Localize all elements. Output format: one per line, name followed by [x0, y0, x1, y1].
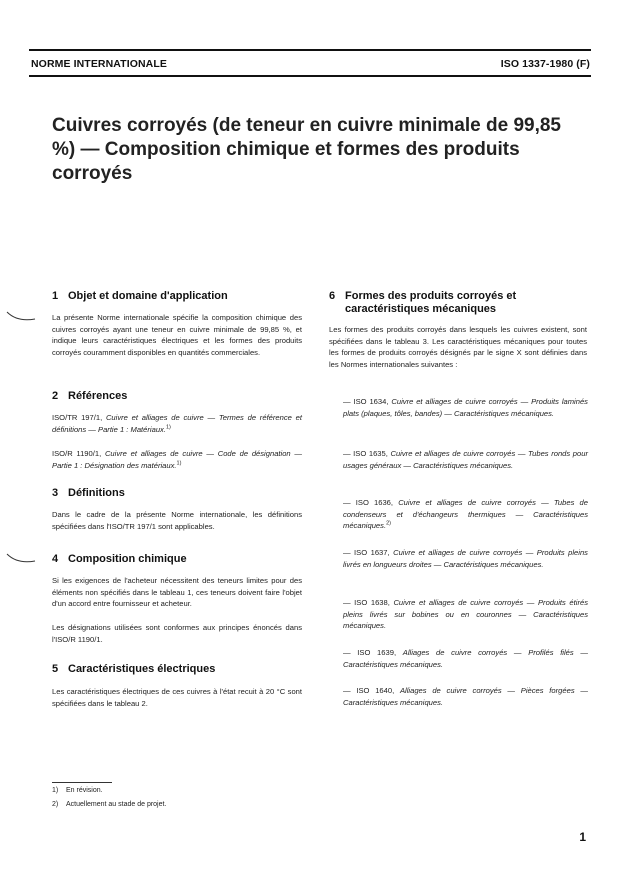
list-item-text: Cuivre et alliages de cuivre corroyés — Tubes de condenseurs et d'échangeurs thermiques — Caractéristiques mécaniques. [343, 498, 588, 531]
section-5-heading [52, 663, 302, 676]
margin-mark-1 [6, 310, 36, 324]
section-1-heading [52, 290, 302, 303]
section-1-number: 1 [52, 290, 59, 302]
reference-1-title: Cuivre et alliages de cuivre — Termes de référence et définitions — Partie 1 : Matériaux. [52, 413, 302, 434]
section-4-number: 4 [52, 553, 59, 565]
list-item-code: — ISO 1634, [343, 397, 389, 406]
page-number: 1 [579, 830, 586, 844]
list-item-note: 2) [386, 520, 391, 527]
list-item [343, 497, 588, 532]
footnote-2 [52, 801, 166, 808]
section-1-body: La présente Norme internationale spécifie la composition chimique des cuivres corroyés ayant une teneur en cuivre minimale de 99,85 %, et indique leurs caractéristiques électriques et les formes des produits corroyés couramment disponibles en quantités commerciales. [52, 313, 302, 357]
list-item-text: Cuivre et alliages de cuivre corroyés — Produits étirés pleins livrés sur bobines ou en couronnes — Caractéristiques mécaniques. [343, 598, 588, 631]
section-3-number: 3 [52, 487, 59, 499]
footnote-2-text: Actuellement au stade de projet. [66, 801, 167, 808]
header-left: NORME INTERNATIONALE [31, 58, 167, 70]
list-item [343, 547, 588, 570]
reference-2 [52, 448, 302, 471]
list-item [343, 647, 588, 670]
list-item-text: Cuivre et alliages de cuivre corroyés — Tubes ronds pour usages généraux — Caractéristiques mécaniques. [343, 449, 588, 470]
section-2-heading [52, 390, 302, 403]
footnote-2-mark: 2) [52, 801, 59, 808]
section-6-number: 6 [329, 290, 336, 302]
section-1-title: Objet et domaine d'application [68, 290, 228, 302]
reference-2-title: Cuivre et alliages de cuivre — Code de désignation — Partie 1 : Désignation des matériaux. [52, 449, 302, 470]
list-item-code: — ISO 1640, [343, 686, 395, 695]
section-4-heading [52, 553, 302, 566]
margin-mark-2 [6, 552, 36, 566]
footnote-rule [52, 782, 112, 783]
list-item-text: Alliages de cuivre corroyés — Pièces forgées — Caractéristiques mécaniques. [343, 686, 588, 707]
page-title: Cuivres corroyés (de teneur en cuivre minimale de 99,85 %) — Composition chimique et formes des produits corroyés [52, 115, 562, 184]
list-item-code: — ISO 1636, [343, 498, 394, 507]
section-5-title: Caractéristiques électriques [68, 663, 216, 675]
list-item [343, 685, 588, 708]
list-item-text: Cuivre et alliages de cuivre corroyés — Produits pleins livrés en longueurs droites — Caractéristiques mécaniques. [343, 548, 588, 569]
footnote-1 [52, 787, 103, 794]
list-item [343, 448, 588, 471]
list-item [343, 396, 588, 419]
list-item [343, 597, 588, 632]
section-6-body: Les formes des produits corroyés dans lesquels les cuivres existent, sont spécifiées dans le tableau 3. Les caractéristiques mécaniques pour toutes les formes de produits corroyés désignés par le signe X sont définies dans les Normes internationales suivantes : [329, 325, 587, 369]
list-item-code: — ISO 1635, [343, 449, 388, 458]
reference-1 [52, 412, 302, 435]
section-6-heading [329, 290, 589, 316]
list-item-code: — ISO 1637, [343, 548, 390, 557]
reference-2-code: ISO/R 1190/1, [52, 449, 102, 458]
section-6-title-line-1: Formes des produits corroyés et [345, 290, 517, 302]
reference-1-code: ISO/TR 197/1, [52, 413, 103, 422]
section-3-title: Définitions [68, 487, 125, 499]
section-3-body: Dans le cadre de la présente Norme internationale, les définitions spécifiées dans l'ISO/TR 197/1 sont applicables. [52, 510, 302, 531]
section-5-number: 5 [52, 663, 59, 675]
reference-2-note: 1) [176, 460, 182, 467]
footnote-1-mark: 1) [52, 787, 59, 794]
reference-1-note: 1) [165, 424, 171, 431]
section-2-title: Références [68, 390, 128, 402]
header-bottom-rule [29, 75, 591, 77]
section-2-number: 2 [52, 390, 59, 402]
section-3-heading [52, 487, 302, 500]
list-item-code: — ISO 1638, [343, 598, 390, 607]
section-4-body-2: Les désignations utilisées sont conformes aux principes énoncés dans l'ISO/R 1190/1. [52, 623, 302, 644]
footnote-1-text: En révision. [66, 787, 103, 794]
list-item-text: Alliages de cuivre corroyés — Profilés filés — Caractéristiques mécaniques. [343, 648, 588, 669]
section-6-title-line-2: caractéristiques mécaniques [345, 303, 497, 315]
list-item-text: Cuivre et alliages de cuivre corroyés — Produits laminés plats (plaques, tôles, bandes) — Caractéristiques mécaniques. [343, 397, 588, 418]
list-item-code: — ISO 1639, [343, 648, 397, 657]
header-right: ISO 1337-1980 (F) [500, 58, 590, 70]
section-5-body: Les caractéristiques électriques de ces cuivres à l'état recuit à 20 °C sont spécifiées dans le tableau 2. [52, 687, 302, 708]
section-4-body-1: Si les exigences de l'acheteur nécessitent des teneurs limites pour des éléments non spécifiés dans le tableau 1, ces teneurs doivent faire l'objet d'un accord entre fournisseur et acheteur. [52, 576, 302, 609]
header-top-rule [29, 49, 591, 51]
section-4-title: Composition chimique [68, 553, 187, 565]
